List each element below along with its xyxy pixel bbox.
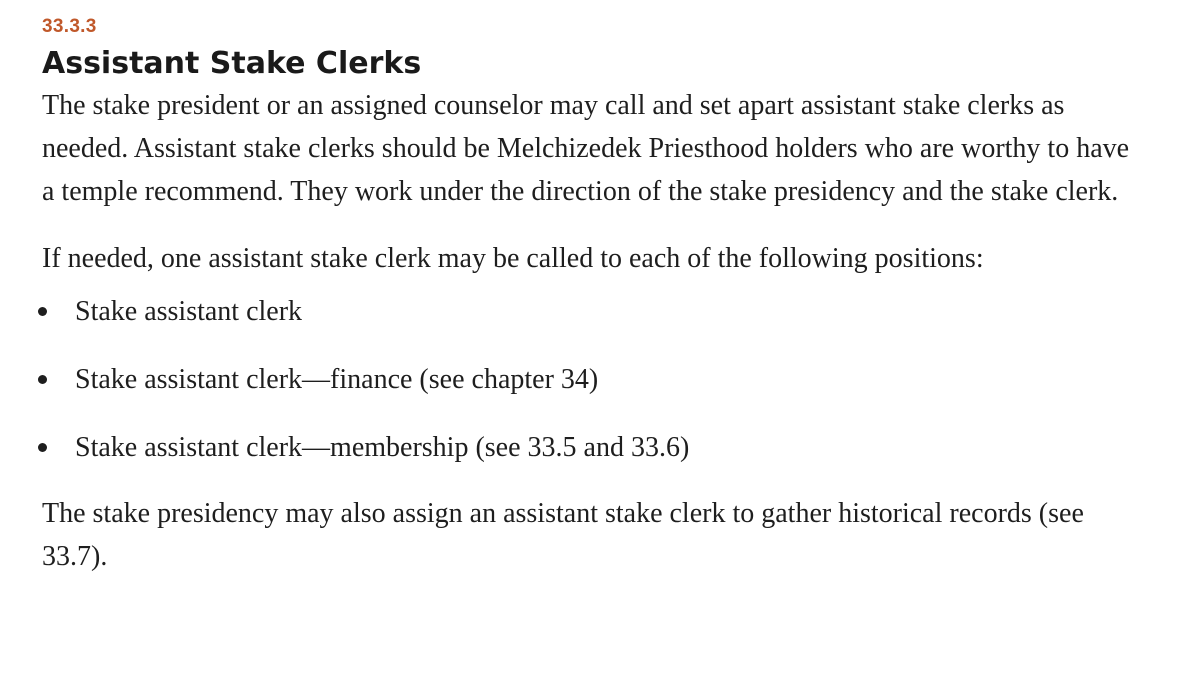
positions-lead-paragraph: If needed, one assistant stake clerk may be called to each of the following positions: — [42, 243, 984, 274]
list-item-text: Stake assistant clerk—finance (see chapter 34) — [75, 364, 599, 395]
list-item — [42, 426, 1160, 469]
section-title: Assistant Stake Clerks — [42, 46, 422, 81]
section-number: 33.3.3 — [42, 16, 97, 37]
intro-paragraph: The stake president or an assigned counselor may call and set apart assistant stake clerks as needed. Assistant stake clerks should be Melchizedek Priesthood holders who are worthy to have a temple recommend. They work under the direction of the stake presidency and the stake clerk. — [42, 90, 1130, 207]
closing-paragraph: The stake presidency may also assign an assistant stake clerk to gather historical records (see 33.7). — [42, 498, 1084, 572]
list-item — [42, 290, 1160, 333]
bullet-icon — [38, 307, 47, 316]
bullet-icon — [38, 375, 47, 384]
list-item — [42, 358, 1160, 401]
list-item-text: Stake assistant clerk—membership (see 33.5 and 33.6) — [75, 432, 690, 463]
positions-list — [42, 290, 1160, 469]
list-item-text: Stake assistant clerk — [75, 296, 303, 327]
bullet-icon — [38, 443, 47, 452]
